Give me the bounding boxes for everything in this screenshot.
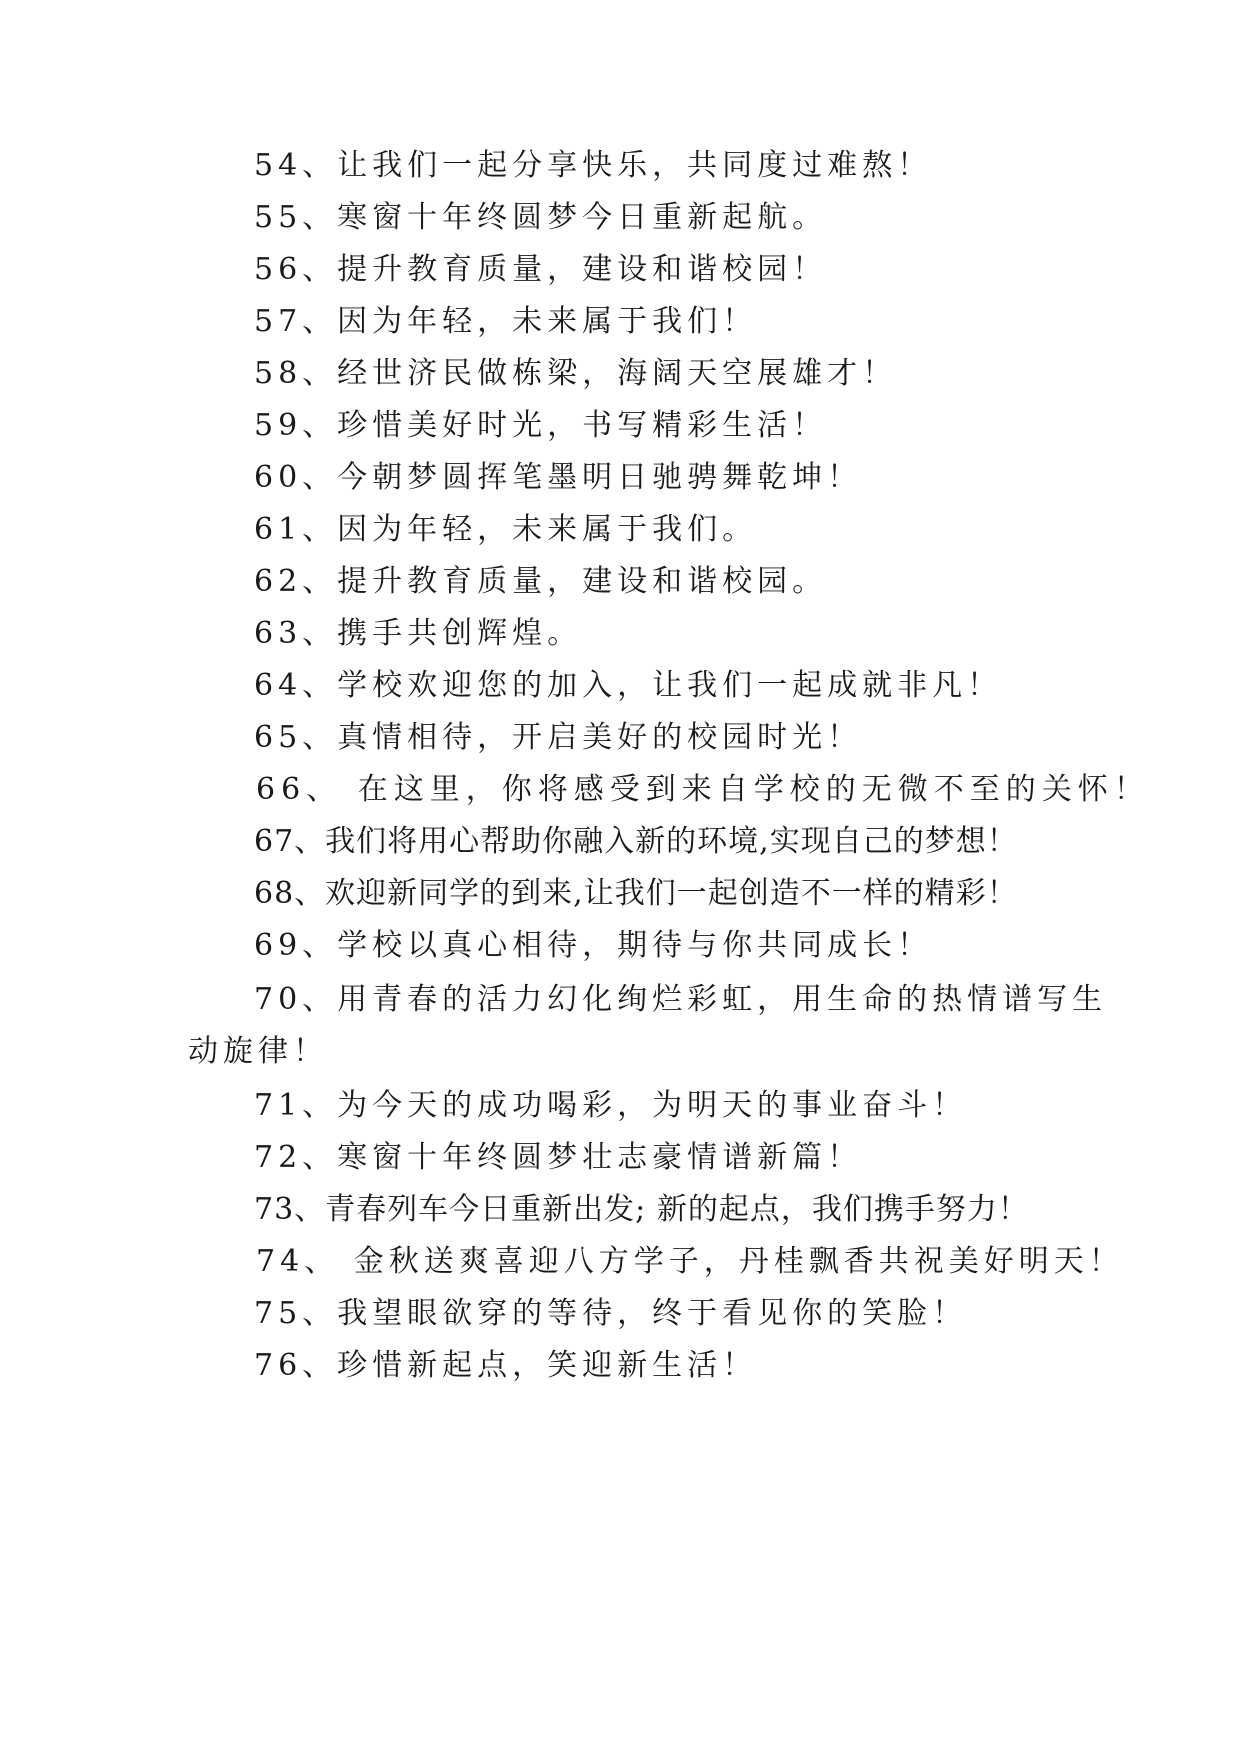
text-line-61: 61、因为年轻，未来属于我们。	[254, 512, 758, 547]
text-line-54: 54、让我们一起分享快乐，共同度过难熬！	[254, 148, 933, 183]
text-line-66: 66、 在这里，你将感受到来自学校的无微不至的关怀！	[256, 772, 1150, 807]
text-line-56: 56、提升教育质量，建设和谐校园！	[254, 252, 828, 287]
text-line-59: 59、珍惜美好时光，书写精彩生活！	[254, 408, 828, 443]
text-line-69: 69、学校以真心相待，期待与你共同成长！	[254, 928, 933, 963]
text-line-58: 58、经世济民做栋梁，海阔天空展雄才！	[254, 356, 898, 391]
text-line-70: 70、用青春的活力幻化绚烂彩虹，用生命的热情谱写生	[254, 982, 1108, 1017]
text-line-68: 68、欢迎新同学的到来,让我们一起创造不一样的精彩！	[254, 876, 1018, 911]
text-line-67: 67、我们将用心帮助你融入新的环境,实现自己的梦想！	[254, 824, 1018, 859]
text-line-65: 65、真情相待，开启美好的校园时光！	[254, 720, 863, 755]
text-line-57: 57、因为年轻，未来属于我们！	[254, 304, 758, 339]
text-line-76: 76、珍惜新起点，笑迎新生活！	[254, 1348, 758, 1383]
text-line-62: 62、提升教育质量，建设和谐校园。	[254, 564, 828, 599]
text-line-71: 71、为今天的成功喝彩，为明天的事业奋斗！	[254, 1088, 968, 1123]
text-line-74: 74、 金秋送爽喜迎八方学子，丹桂飘香共祝美好明天！	[256, 1244, 1124, 1279]
text-line-60: 60、今朝梦圆挥笔墨明日驰骋舞乾坤！	[254, 460, 863, 495]
text-line-75: 75、我望眼欲穿的等待，终于看见你的笑脸！	[254, 1296, 968, 1331]
text-line-73: 73、青春列车今日重新出发; 新的起点，我们携手努力！	[254, 1192, 1029, 1227]
text-line-55: 55、寒窗十年终圆梦今日重新起航。	[254, 200, 828, 235]
text-line-70-continuation: 动旋律！	[188, 1034, 328, 1069]
text-line-63: 63、携手共创辉煌。	[254, 616, 583, 651]
text-line-72: 72、寒窗十年终圆梦壮志豪情谱新篇！	[254, 1140, 863, 1175]
text-line-64: 64、学校欢迎您的加入，让我们一起成就非凡！	[254, 668, 1003, 703]
